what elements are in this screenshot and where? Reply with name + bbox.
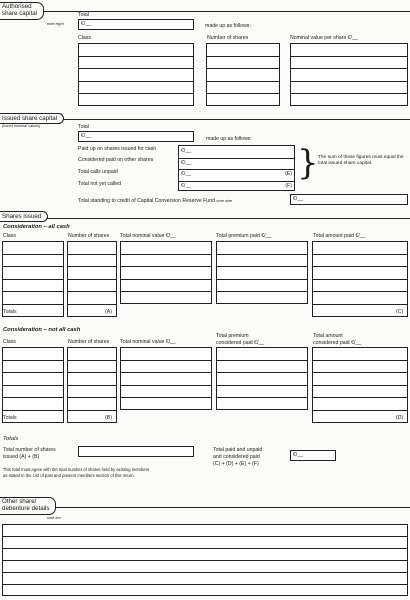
authorised-number-column[interactable] [206, 43, 280, 106]
reserve-label-text: Total standing to credit of Capital Conversion Reserve Fund [78, 198, 215, 204]
section-rule [0, 507, 410, 508]
noncash-col-class: Class [3, 339, 16, 345]
reserve-label [78, 199, 232, 205]
shares-issued-section-title [0, 211, 48, 222]
total-shares-field[interactable] [78, 446, 194, 457]
other-title-1: Other share/ [2, 498, 37, 505]
issued-total-field[interactable] [78, 131, 194, 142]
noncash-tag-b: (B) [105, 415, 112, 421]
other-note: note ten [47, 516, 61, 520]
authorised-note: note eight [47, 22, 64, 26]
totals-shares-1: Total number of shares [3, 447, 56, 453]
noncash-premium-1: Total premium [216, 333, 249, 339]
authorised-number-header: Number of shares [207, 35, 249, 41]
totals-heading: Totals [3, 436, 19, 442]
brace-icon: } [297, 143, 319, 183]
other-title-2: debenture details [2, 504, 50, 512]
issued-section-title [0, 113, 64, 124]
section-rule [0, 218, 410, 219]
euro-label: €/__ [181, 182, 192, 189]
cash-col-nominal: Total nominal value €/__ [120, 233, 176, 239]
authorised-made-up: made up as follows: [205, 23, 251, 29]
issued-made-up: made up as follows: [206, 136, 252, 142]
noncash-tag-d: (D) [396, 415, 404, 421]
euro-label: €/__ [293, 452, 304, 458]
reserve-note: note nine [216, 199, 233, 203]
issued-row-label-4: Total not yet called [78, 181, 121, 187]
cash-premium-column[interactable] [216, 241, 308, 304]
noncash-heading: Consideration – not all cash [3, 327, 81, 333]
cash-col-amount: Total amount paid €/__ [313, 233, 366, 239]
authorised-title-1: Authorised [2, 3, 32, 10]
authorised-title-2: share capital [2, 9, 38, 17]
issued-title: Issued share capital [2, 115, 58, 122]
issued-brace-note: The sum of these figures must equal the total issued share capital. [318, 155, 404, 166]
cash-nominal-column[interactable] [120, 241, 212, 304]
noncash-col-premium [216, 333, 264, 347]
cash-tag-c: (C) [396, 309, 404, 315]
issued-row-label-2: Considered paid on other shares [78, 157, 154, 163]
authorised-total-label: Total [78, 12, 89, 18]
tag-e: (E) [285, 171, 292, 177]
shares-issued-title: Shares issued [2, 213, 42, 220]
authorised-section-title [0, 2, 44, 20]
cash-class-column[interactable] [2, 241, 64, 317]
totals-paid-label [213, 447, 262, 467]
totals-note-2: as stated in the List of past and present members section of this return. [3, 472, 135, 478]
reserve-field[interactable] [290, 194, 408, 205]
noncash-totals-label: Totals [3, 415, 17, 421]
issued-row-label-1: Paid up on shares issued for cash [78, 146, 157, 152]
issued-total-label: Total [78, 124, 89, 130]
totals-paid-1: Total paid and unpaid [213, 447, 263, 453]
cash-totals-label: Totals [3, 309, 17, 315]
totals-paid-2: and considered paid [213, 453, 260, 460]
total-paid-field[interactable] [290, 450, 336, 461]
totals-note [3, 467, 149, 478]
authorised-nominal-header: Nominal value per share €/__ [290, 35, 358, 41]
other-details-field[interactable] [2, 524, 408, 596]
totals-shares-label [3, 447, 56, 461]
authorised-total-field[interactable] [78, 19, 194, 30]
euro-label: €/__ [81, 21, 92, 27]
totals-shares-2: issued (A) + (B) [3, 453, 40, 460]
euro-label: €/__ [181, 171, 192, 177]
noncash-col-amount [313, 333, 361, 347]
euro-label: €/__ [181, 148, 192, 154]
noncash-col-nominal: Total nominal value €/__ [120, 339, 176, 345]
noncash-amount-2: considered paid €/__ [313, 339, 362, 346]
issued-breakdown-fields[interactable] [178, 145, 295, 191]
noncash-number-column[interactable] [67, 347, 117, 423]
totals-note-1: This total must agree with the total number of shares held by existing members [3, 467, 150, 472]
noncash-premium-column[interactable] [216, 347, 308, 410]
noncash-col-number: Number of shares [68, 339, 110, 345]
authorised-nominal-column[interactable] [290, 43, 408, 106]
noncash-amount-column[interactable] [312, 347, 408, 423]
cash-heading: Consideration – all cash [3, 224, 70, 230]
cash-col-premium: Total premium paid €/__ [216, 233, 272, 239]
issued-row-label-3: Total calls unpaid [78, 169, 118, 175]
cash-col-number: Number of shares [68, 233, 110, 239]
issued-subtitle: (Insert nominal values) [2, 124, 41, 128]
noncash-amount-1: Total amount [313, 333, 343, 339]
euro-label: €/__ [81, 133, 92, 139]
tag-f: (F) [285, 182, 292, 189]
cash-number-column[interactable] [67, 241, 117, 317]
section-rule [0, 11, 410, 12]
noncash-class-column[interactable] [2, 347, 64, 423]
other-section-title [0, 497, 56, 515]
authorised-class-header: Class [78, 35, 91, 41]
cash-col-class: Class [3, 233, 16, 239]
cash-tag-a: (A) [105, 309, 112, 315]
noncash-premium-2: considered paid €/__ [216, 339, 265, 346]
authorised-class-column[interactable] [78, 43, 194, 106]
euro-label: €/__ [293, 196, 304, 202]
euro-label: €/__ [181, 159, 192, 166]
totals-paid-3: (C) + (D) + (E) + (F) [213, 460, 259, 467]
cash-amount-column[interactable] [312, 241, 408, 317]
noncash-nominal-column[interactable] [120, 347, 212, 410]
